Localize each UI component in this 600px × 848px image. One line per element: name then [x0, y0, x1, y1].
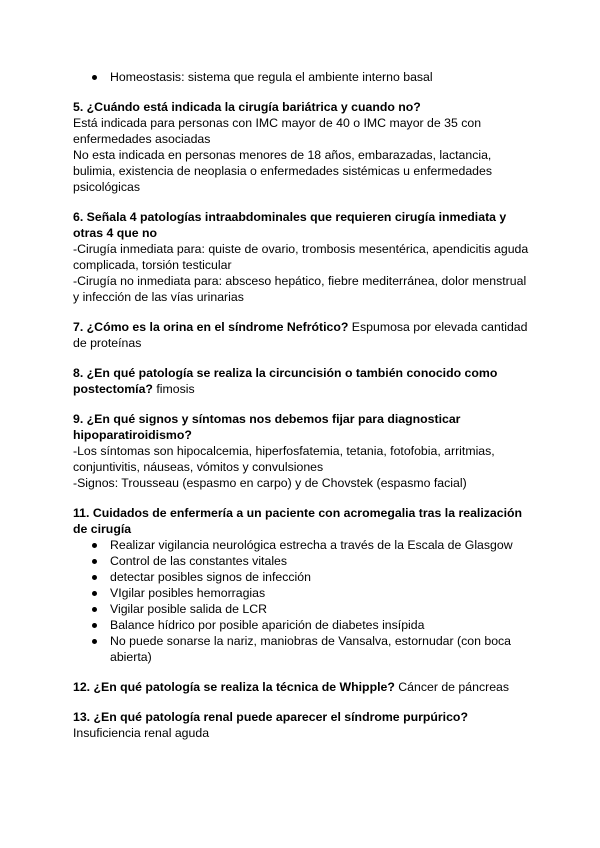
document-content: [73, 69, 533, 741]
question-8: [73, 365, 533, 397]
bullet-icon: [92, 591, 97, 596]
question-12: [73, 679, 533, 695]
question-title: 12. ¿En qué patología se realiza la técnica de Whipple?: [73, 680, 395, 694]
bullet-icon: [92, 75, 97, 80]
question-title: 5. ¿Cuándo está indicada la cirugía bariátrica y cuando no?: [73, 100, 421, 114]
answer-line: -Cirugía no inmediata para: absceso hepático, fiebre mediterránea, dolor menstrual: [73, 274, 527, 288]
answer-line: -Cirugía inmediata para: quiste de ovario, trombosis mesentérica, apendicitis aguda: [73, 242, 529, 256]
list-item: [92, 537, 533, 553]
bullet-icon: [92, 559, 97, 564]
question-11: [73, 505, 533, 665]
list-item-text: Control de las constantes vitales: [110, 554, 288, 568]
question-9: [73, 411, 533, 491]
list-item: [92, 69, 533, 85]
answer-line: Está indicada para personas con IMC mayor de 40 o IMC mayor de 35 con: [73, 116, 482, 130]
answer-line: bulimia, existencia de neoplasia o enfermedades sistémicas u enfermedades: [73, 164, 493, 178]
care-list: [73, 537, 533, 665]
question-title: 8. ¿En qué patología se realiza la circuncisión o también conocido como: [73, 366, 498, 380]
question-6: [73, 209, 533, 305]
question-title: postectomía?: [73, 382, 153, 396]
homeostasis-list: [73, 69, 533, 85]
list-item-continuation: abierta): [110, 650, 152, 664]
bullet-icon: [92, 639, 97, 644]
answer-line: -Los síntomas son hipocalcemia, hiperfosfatemia, tetania, fotofobia, arritmias,: [73, 444, 495, 458]
list-item: [92, 569, 533, 585]
answer-line: No esta indicada en personas menores de 18 años, embarazadas, lactancia,: [73, 148, 492, 162]
answer-line: de proteínas: [73, 336, 142, 350]
list-item-text: Homeostasis: sistema que regula el ambiente interno basal: [110, 70, 433, 84]
list-item: [92, 601, 533, 617]
question-title: otras 4 que no: [73, 226, 158, 240]
list-item: [92, 585, 533, 601]
answer-line: complicada, torsión testicular: [73, 258, 232, 272]
question-title: de cirugía: [73, 522, 132, 536]
answer-line: -Signos: Trousseau (espasmo en carpo) y de Chovstek (espasmo facial): [73, 476, 467, 490]
list-item-text: Vigilar posible salida de LCR: [110, 602, 267, 616]
list-item: [92, 633, 533, 649]
list-item-text: Balance hídrico por posible aparición de diabetes insípida: [110, 618, 425, 632]
bullet-icon: [92, 607, 97, 612]
question-title: 11. Cuidados de enfermería a un paciente con acromegalia tras la realización: [73, 506, 523, 520]
question-7: [73, 319, 533, 351]
list-item-text: Realizar vigilancia neurológica estrecha a través de la Escala de Glasgow: [110, 538, 513, 552]
question-title: 7. ¿Cómo es la orina en el síndrome Nefrótico?: [73, 320, 349, 334]
bullet-icon: [92, 543, 97, 548]
question-5: [73, 99, 533, 195]
answer-text: fimosis: [156, 382, 195, 396]
answer-line: psicológicas: [73, 180, 140, 194]
answer-line: Insuficiencia renal aguda: [73, 726, 210, 740]
answer-line: conjuntivitis, náuseas, vómitos y convulsiones: [73, 460, 324, 474]
question-title: 9. ¿En qué signos y síntomas nos debemos fijar para diagnosticar: [73, 412, 461, 426]
list-item-text: No puede sonarse la nariz, maniobras de Vansalva, estornudar (con boca: [110, 634, 512, 648]
bullet-icon: [92, 623, 97, 628]
answer-line: enfermedades asociadas: [73, 132, 211, 146]
answer-text: Espumosa por elevada cantidad: [351, 320, 528, 334]
question-title: 13. ¿En qué patología renal puede aparecer el síndrome purpúrico?: [73, 710, 468, 724]
list-item-text: detectar posibles signos de infección: [110, 570, 311, 584]
answer-text: Cáncer de páncreas: [398, 680, 510, 694]
question-title: hipoparatiroidismo?: [73, 428, 192, 442]
list-item: [92, 553, 533, 569]
list-item-text: VIgilar posibles hemorragias: [110, 586, 266, 600]
list-item: [92, 617, 533, 633]
bullet-icon: [92, 575, 97, 580]
question-13: [73, 709, 533, 741]
answer-line: y infección de las vías urinarias: [73, 290, 244, 304]
question-title: 6. Señala 4 patologías intraabdominales que requieren cirugía inmediata y: [73, 210, 507, 224]
